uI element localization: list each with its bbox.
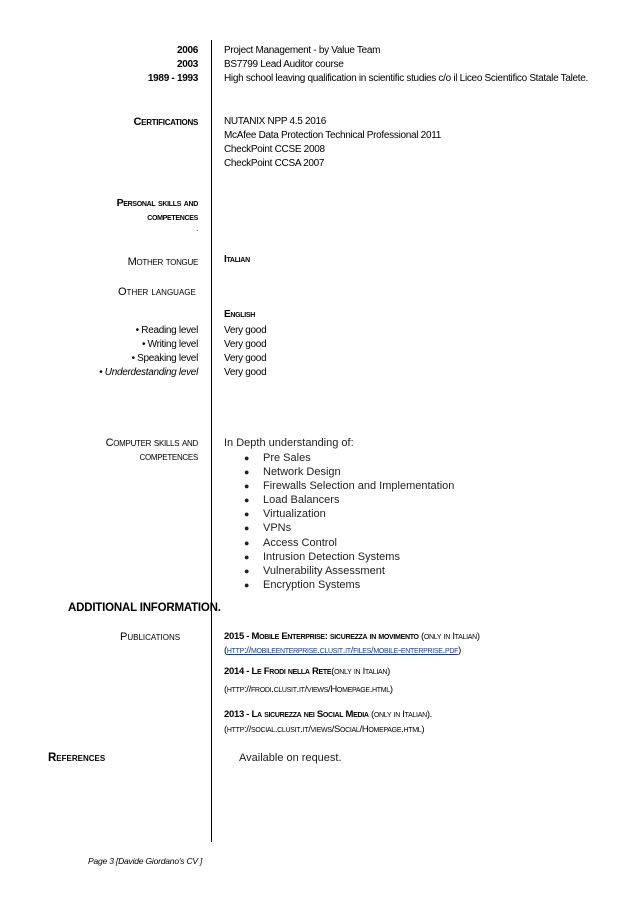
computer-skills-list [224, 436, 454, 592]
certification-item: McAfee Data Protection Technical Professional 2011 [224, 130, 441, 141]
references-value: Available on request. [239, 752, 342, 764]
education-text-1: Project Management - by Value Team [224, 45, 381, 56]
bullet-icon: ● [244, 523, 250, 534]
publications-label: Publications [120, 631, 181, 643]
publication-1-title-line [224, 631, 480, 642]
reading-level-value: Very good [224, 325, 267, 336]
list-item: ● Virtualization [244, 508, 326, 521]
education-text-2: BS7799 Lead Auditor course [224, 59, 344, 70]
writing-level-label: • Writing level [141, 339, 198, 350]
other-language-value: English [224, 309, 256, 320]
speaking-level-label: • Speaking level [131, 353, 198, 364]
list-item: ● VPNs [244, 522, 292, 535]
personal-skills-dot: . [196, 224, 198, 233]
bullet-icon: ● [244, 551, 250, 562]
publication-3-title-line [224, 709, 432, 720]
bullet-icon: ● [244, 495, 250, 506]
reading-level-label: • Reading level [135, 325, 198, 336]
education-year-3: 1989 - 1993 [147, 73, 198, 84]
certification-item: CheckPoint CCSE 2008 [224, 144, 325, 155]
computer-skills-heading-line1: Computer skills and [105, 437, 198, 449]
publication-3-title: 2013 - La sicurezza nei Social Media [224, 709, 369, 720]
personal-skills-heading-line1: Personal skills and [116, 197, 198, 209]
publication-2-title: 2014 - Le Frodi nella Rete [224, 666, 332, 677]
list-item: ● Access Control [244, 536, 337, 549]
computer-skills-lead: In Depth understanding of: [224, 437, 354, 449]
publication-2-title-line [224, 666, 390, 677]
education-year-2: 2003 [176, 59, 198, 70]
writing-level-value: Very good [224, 339, 267, 350]
publication-1-note: (only in Italian) [418, 631, 480, 642]
mother-tongue-label: Mother tongue [127, 256, 198, 268]
references-heading: References [48, 752, 106, 764]
list-item: ● Network Design [244, 466, 341, 479]
bullet-icon: ● [244, 565, 250, 576]
publication-3-note: (only in Italian). [368, 709, 433, 720]
personal-skills-heading-line2: competences [147, 211, 198, 223]
understanding-level-label: • Underdestanding level [99, 367, 198, 378]
publication-1-link-line: (http://mobileenterprise.clusit.it/files/mobile-enterprise.pdf) [224, 645, 461, 656]
certification-item: CheckPoint CCSA 2007 [224, 158, 325, 169]
bullet-icon: ● [244, 537, 250, 548]
publication-1-title: 2015 - Mobile Enterprise: sicurezza in movimento [224, 631, 419, 642]
publication-2-link: (http://frodi.clusit.it/views/Homepage.html) [224, 684, 393, 695]
certifications-heading: Certifications [133, 116, 198, 128]
list-item: ● Pre Sales [244, 452, 311, 464]
other-language-label: Other language [118, 286, 196, 298]
list-item: ● Load Balancers [244, 494, 340, 507]
speaking-level-value: Very good [224, 353, 267, 364]
list-item: ● Firewalls Selection and Implementation [244, 480, 455, 493]
education-year-1: 2006 [176, 45, 198, 56]
additional-info-heading: ADDITIONAL INFORMATION. [68, 602, 221, 614]
understanding-level-value: Very good [224, 367, 267, 378]
page-footer: Page 3 [Davide Giordano's CV ] [88, 856, 203, 866]
bullet-icon: ● [244, 509, 250, 520]
computer-skills-heading-line2: competences [139, 451, 198, 463]
education-text-3: High school leaving qualification in scientific studies c/o il Liceo Scientifico Statale Talete. [224, 73, 589, 84]
list-item: ● Vulnerability Assessment [244, 564, 385, 577]
bullet-icon: ● [244, 481, 250, 492]
publication-3-link: (http://social.clusit.it/views/Social/Homepage.html) [224, 724, 425, 735]
publication-2-note: (only in Italian) [331, 666, 390, 677]
certification-item: NUTANIX NPP 4.5 2016 [224, 116, 327, 127]
bullet-icon: ● [244, 467, 250, 478]
column-divider [211, 40, 212, 842]
bullet-icon: ● [244, 579, 250, 590]
mother-tongue-value: Italian [224, 254, 250, 265]
bullet-icon: ● [244, 453, 250, 463]
list-item: ● Encryption Systems [244, 578, 361, 591]
publication-1-link[interactable]: http://mobileenterprise.clusit.it/files/mobile-enterprise.pdf [226, 645, 459, 656]
list-item: ● Intrusion Detection Systems [244, 550, 400, 563]
